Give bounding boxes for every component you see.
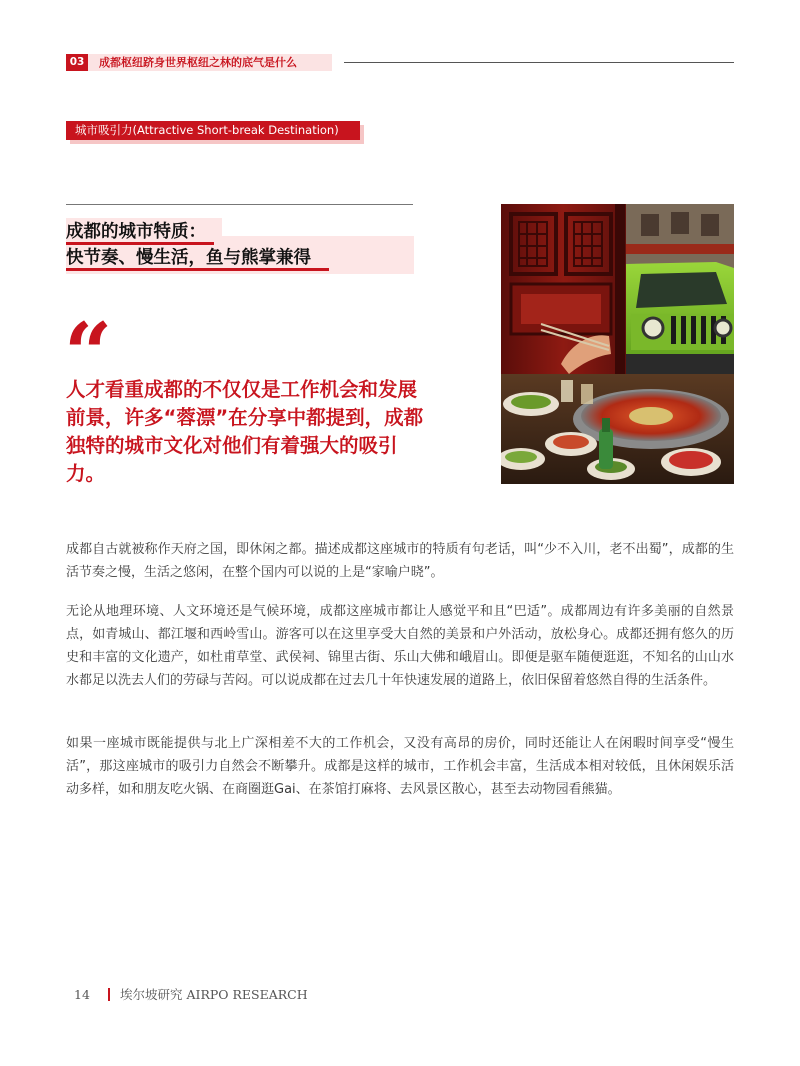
heading-line-2: 快节奏、慢生活，鱼与熊掌兼得 [66,248,311,268]
footer-separator [108,988,110,1001]
publisher-name: 埃尔坡研究 AIRPO RESEARCH [120,987,308,1002]
section-title: 成都枢纽跻身世界枢纽之林的底气是什么 [99,56,297,69]
body-paragraph-3: 如果一座城市既能提供与北上广深相差不大的工作机会，又没有高昂的房价，同时还能让人在闲暇时间享受“慢生活”，那这座城市的吸引力自然会不断攀升。成都是这样的城市，工作机会丰富，生活成本相对较低，且休闲娱乐活动多样，如和朋友吃火锅、在商圈逛Gai、在茶馆打麻将、去风景区散心，甚至去动物园看熊猫。 [66,736,734,797]
page-number: 14 [74,987,90,1002]
body-paragraph-1: 成都自古就被称作天府之国，即休闲之都。描述成都这座城市的特质有句老话，叫“少不入川，老不出蜀”，成都的生活节奏之慢，生活之悠闲，在整个国内可以说的上是“家喻户晓”。 [66,542,734,580]
section-divider [344,62,734,63]
quote-mark-icon: “ [64,304,113,403]
hotpot-photo [501,204,734,484]
heading-rule [66,204,413,205]
heading-line-1: 成都的城市特质： [66,222,206,242]
body-paragraph-2: 无论从地理环境、人文环境还是气候环境，成都这座城市都让人感觉平和且“巴适”。成都周边有许多美丽的自然景点，如青城山、都江堰和西岭雪山。游客可以在这里享受大自然的美景和户外活动，放松身心。成都还拥有悠久的历史和丰富的文化遗产，如杜甫草堂、武侯祠、锦里古街、乐山大佛和峨眉山。即便是驱车随便逛逛，不知名的山山水水都足以洗去人们的劳碌与苦闷。可以说成都在过去几十年快速发展的道路上，依旧保留着悠然自得的生活条件。 [66,604,734,688]
page-footer [74,986,308,1004]
topic-tag: 城市吸引力(Attractive Short-break Destination) [66,121,360,140]
section-number: 03 [66,54,88,71]
pull-quote: 人才看重成都的不仅仅是工作机会和发展前景，许多“蓉漂”在分享中都提到，成都独特的城市文化对他们有着强大的吸引力。 [66,378,424,485]
section-header [66,54,734,72]
